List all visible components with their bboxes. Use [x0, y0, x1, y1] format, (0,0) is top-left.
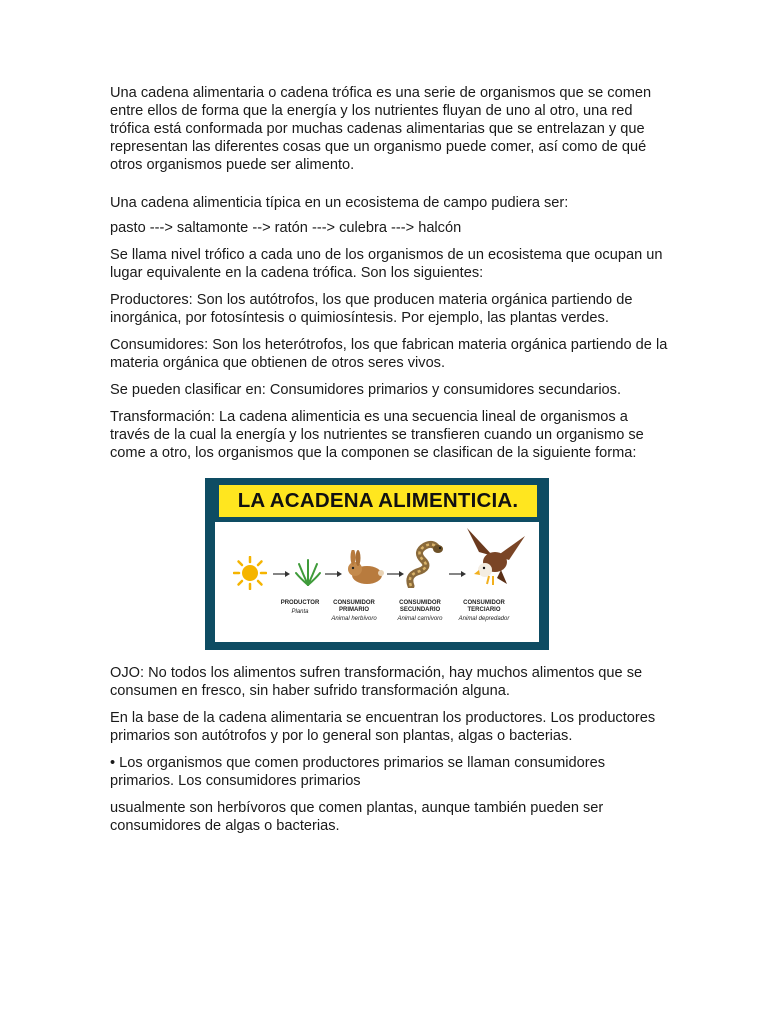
eagle-icon — [463, 526, 527, 588]
paragraph-base: En la base de la cadena alimentaria se encuentran los productores. Los productores primarios son autótrofos y por lo general son plantas, algas o bacterias. — [110, 710, 656, 744]
grass-icon — [295, 556, 321, 586]
food-chain-figure — [205, 478, 549, 650]
label-productor-sub: Planta — [291, 609, 309, 615]
paragraph-trophic-level: Se llama nivel trófico a cada uno de los organismos de un ecosistema que ocupan un lugar equivalente en la cadena trófica. Son los siguientes: — [110, 247, 663, 281]
paragraph-consumers: Consumidores: Son los heterótrofos, los que fabrican materia orgánica partiendo de la materia orgánica que obtienen de otros seres vivos. — [110, 337, 668, 371]
arrow-right-icon — [387, 570, 405, 578]
paragraph-herbivores: usualmente son herbívoros que comen plantas, aunque también pueden ser consumidores de algas o bacterias. — [110, 800, 604, 834]
paragraph-transformation: Transformación: La cadena alimenticia es una secuencia lineal de organismos a través de la cual la energía y los nutrientes se transfieren cuando un organismo se come a otro, los organismos que la componen se clasifican de la siguiente forma: — [110, 409, 644, 461]
label-secundario — [393, 600, 447, 623]
figure-body — [215, 522, 539, 642]
document-page — [110, 84, 670, 835]
paragraph-ojo: OJO: No todos los alimentos sufren transformación, hay muchos alimentos que se consumen en fresco, sin haber sufrido transformación alguna. — [110, 665, 643, 699]
label-secundario-sub: Animal carnívoro — [397, 616, 443, 622]
label-primario-title: CONSUMIDOR PRIMARIO — [333, 600, 375, 613]
label-primario-sub: Animal herbívoro — [331, 616, 377, 622]
figure-title: LA ACADENA ALIMENTICIA. — [237, 489, 519, 512]
paragraph-producers: Productores: Son los autótrofos, los que producen materia orgánica partiendo de inorgánica, por fotosíntesis o quimiosíntesis. Por ejemplo, las plantas verdes. — [110, 292, 633, 326]
label-primario — [327, 600, 381, 623]
label-terciario — [457, 600, 511, 623]
arrow-right-icon — [273, 570, 291, 578]
rabbit-icon — [345, 550, 385, 586]
label-secundario-title: CONSUMIDOR SECUNDARIO — [399, 600, 441, 613]
paragraph-classification: Se pueden clasificar en: Consumidores primarios y consumidores secundarios. — [110, 382, 622, 398]
label-terciario-sub: Animal depredador — [458, 616, 510, 622]
arrow-right-icon — [325, 570, 343, 578]
sun-icon — [233, 556, 267, 590]
snake-icon — [405, 540, 445, 588]
paragraph-example-intro: Una cadena alimenticia típica en un ecosistema de campo pudiera ser: — [110, 195, 569, 211]
paragraph-bullet-primary: • Los organismos que comen productores primarios se llaman consumidores primarios. Los consumidores primarios — [110, 755, 606, 789]
label-productor-title: PRODUCTOR — [280, 600, 320, 606]
figure-title-bar — [219, 485, 537, 517]
label-terciario-title: CONSUMIDOR TERCIARIO — [463, 600, 505, 613]
label-productor — [273, 600, 327, 616]
paragraph-chain-example: pasto ---> saltamonte --> ratón ---> culebra ---> halcón — [110, 220, 462, 236]
paragraph-intro: Una cadena alimentaria o cadena trófica es una serie de organismos que se comen entre ellos de forma que la energía y los nutrientes fluyan de uno al otro, una red trófica está conformada por muchas cadenas alimentarias que se entrelazan y que representan las diferentes cosas que un organismo puede comer, así como de qué otros organismos puede ser alimento. — [110, 85, 652, 173]
